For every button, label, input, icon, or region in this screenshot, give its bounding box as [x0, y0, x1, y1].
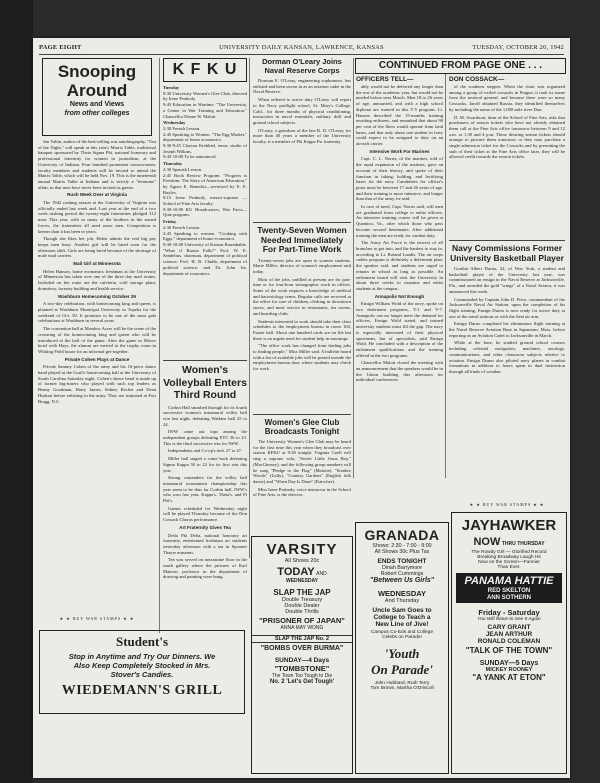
wiedemann-ad-line: Student's	[115, 634, 169, 649]
kfku-day-heading: Wednesday	[163, 120, 186, 126]
women-jobs-paragraph: Twenty-seven jobs are open to women students. Marie Miller, director of women's employment said today.	[253, 257, 351, 274]
kfku-program-item: 9:45 Education in Wartime. "The University, a Center in War Training and Education," Chancellor Deane W. Malott.	[163, 102, 247, 119]
continued-title: CONTINUED FROM PAGE ONE . . .	[378, 60, 543, 71]
granada-line: And Thursday	[384, 598, 420, 604]
varsity-film: "BOMBS OVER BURMA"	[260, 645, 344, 652]
volleyball-paragraph: Independents and Co-op's tied, 27 to 27.	[168, 448, 243, 454]
volleyball-paragraph: Delta Phi Delta, national honorary art fraternity, entertained freshman art students yesterday afternoon with a tea in Spooner Thayer museum.	[163, 532, 247, 555]
jayhawker-line: SUNDAY—5 Days	[479, 660, 539, 667]
officers-subhead: Annapolis Not Enough	[374, 293, 425, 299]
continued-banner	[355, 58, 566, 74]
snooping-heading: Mail Girl at Minnesota	[73, 261, 121, 267]
navy-paragraph: Ensign Durno completed his elimination flight training at the Naval Reserve Aviation Base in Squantum, Mass. before reporting as an Aviation Cadet to Jacksonville in March.	[449, 321, 565, 338]
varsity-line: Double Treasury	[281, 597, 323, 603]
buy-war-stamps: ★ ★ BUY WAR STAMPS ★ ★	[469, 502, 545, 507]
granada-line: WEDNESDAY	[377, 589, 427, 598]
panama-hattie-banner	[456, 573, 562, 603]
jayhawker-line: Breaking Broadway Laugh Hit	[477, 555, 541, 560]
oleary-paragraph: When ordered to active duty O'Leary will report to the Navy preflight school, St. Mary's College, Calif., for three months of physical conditioning, instruction in naval essentials, military drill and ground school subjects.	[253, 97, 351, 125]
kfku-day-heading: Thursday	[163, 161, 183, 167]
varsity-film: "TOMBSTONE"	[274, 664, 330, 673]
snooping-title-1: Snooping	[57, 62, 137, 81]
column-rule	[159, 58, 160, 633]
officers-paragraph: Ensign William Wold of the navy, spoke on two deferment programs, V-1 and V-7. Annapolis can no longer meet the demand for officers, Ensign Wold stated, and trained university students must fill the gap. The navy is especially interested of their physical specimens, but of specialists, said Ensign Wold. He concluded with a description of the enlistment qualifications and the training offered in the two programs.	[356, 301, 443, 358]
granada-film: "Between Us Girls"	[369, 577, 435, 584]
navy-headline: Navy Commissions Former University Basketball Player	[450, 244, 564, 263]
officers-paragraph: Capt. C. L. Norris, of the marines, told of the rapid expansion of the marines, gave an account of their history, and spoke of their function in taking, holding, and fortifying bases for the navy. Candidates for officer's posts must be between 17 and 26 years of age, and their training is more intensive, and longer than that of the army, he said.	[356, 156, 443, 202]
kfku-program-item: 9:30-9:45 Clayton Krehbiel, tenor, studio of Joseph Wilkins.	[163, 143, 247, 154]
kfku-program-item: 2:30 French Lesson.	[163, 224, 201, 230]
section-rule	[449, 240, 565, 241]
snooping-paragraph: Private Sammy Cohen of the army and his 16-piece dance band played at the Grail's homecoming ball at the University of South Carolina Saturday night. Cohen's dance band is made up of former big-timers who played with such top leaders as Benny Goodman, Harry James, Sidney Bechet and Dean Hudson before enlisting in the army. They are stationed at Fort Bragg, N.C.	[38, 364, 156, 404]
varsity-line: AND	[316, 571, 327, 577]
oleary-article	[253, 58, 351, 218]
jayhawker-line: Now on the Screen—Funnier	[478, 560, 540, 565]
jayhawker-star: RONALD COLEMAN	[477, 638, 541, 645]
jayhawker-film: PANAMA HATTIE	[464, 575, 554, 587]
varsity-ad	[251, 536, 353, 774]
navy-paragraph: Commanded by Captain John D. Price, commandant of the Jacksonville Naval Air Station, upon the completion of his flight training, Ensign Durno is now ready for active duty at one of the naval stations or with the fleet air arm.	[449, 296, 565, 319]
snooping-paragraph: A two-day celebration, with homecoming king and queen, is planned at Washburn Municipal University in Topeka for the weekend of Oct. 30. It promises to be one of the most gala celebrations at Washburn in several years.	[38, 301, 156, 324]
kfku-schedule	[163, 85, 247, 276]
granada-line: College to Teach a	[373, 614, 431, 621]
granada-line: Tom Brown, Martha O'Driscoll	[370, 686, 434, 691]
kfku-program-item: 9:30-10:00 University of Kansas Roundtable. "What if Russia Falls?" Prof. W. E. Sandelius, chairman, department of political science; Prof. H. B. Chubb, department of political science; and Dr. John Ise, department of economics.	[163, 241, 247, 276]
column-rule	[445, 58, 446, 478]
volleyball-paragraph: Miller hall staged a come back defeating Sigma Kappa 50 to 22 for its first win this year.	[163, 456, 247, 473]
granada-line: New Line of Jive!	[375, 621, 429, 628]
jayhawker-star: JEAN ARTHUR	[485, 631, 533, 638]
varsity-line: No. 2 'Let's Get Tough'	[269, 679, 335, 685]
women-jobs-headline: Twenty-Seven Women Needed Immediately For Part-Time Work	[257, 226, 347, 254]
oleary-paragraph: Dorman E. O'Leary, engineering sophomore, has enlisted and been sworn in as an aviation cadet in the Naval Reserve.	[253, 78, 351, 95]
scan-border	[0, 0, 33, 783]
section-rule	[253, 222, 351, 223]
snooping-heading: Washburn Homecoming October 29	[58, 293, 136, 299]
kfku-program-item: 9:45-10:00 To be announced.	[163, 154, 217, 160]
snooping-paragraph: Helen Hanson, home economics freshman at the University of Minnesota has taken over one of the three day mail routes. Included on her route are the cafeteria, cold storage plant, dormitory, forestry building and health service.	[38, 268, 156, 291]
wiedemann-ad-line: Also Keep Completely Stocked in Mrs.	[73, 661, 211, 670]
granada-line: ENDS TONIGHT	[377, 558, 427, 565]
volleyball-paragraph: IWW came out tops among the independent groups defeating ETC 36 to 23. This is the third successive win for IWW.	[163, 429, 247, 446]
varsity-film: "PRISONER OF JAPAN"	[259, 616, 345, 625]
volleyball-headline: Women's Volleyball Enters Third Round	[163, 364, 247, 401]
cossack-article	[449, 76, 565, 236]
granada-line: Uncle Sam Goes to	[372, 607, 432, 614]
granada-line: John Hubbard, Ruth Terry	[374, 681, 430, 686]
varsity-line: SUNDAY—4 Days	[274, 657, 330, 664]
women-jobs-paragraph: Most of the jobs, unfilled at present are for part-time or for four-hour stenographic work in offices. Some of the work requires a knowledge of medical and bacteriology terms. Regular calls are received at the office for care of children, clerking in downtown stores, and meal service in restaurants, tea rooms, and boarding clubs.	[253, 276, 351, 316]
jayhawker-line: THRU	[501, 541, 516, 547]
glee-headline: Women's Glee Club Broadcasts Tonight	[264, 418, 340, 436]
granada-line: Shows: 2:30 - 7:00 - 9:00	[372, 543, 432, 549]
varsity-today: TODAY	[277, 566, 315, 578]
kfku-header	[163, 58, 247, 82]
jayhawker-ad	[451, 512, 567, 774]
kfku-program-item: 2:45 Speaking to Women. "The Egg Market," department of home economics.	[163, 131, 247, 143]
volleyball-subhead: Art Fraternity Gives Tea	[179, 524, 231, 530]
snooping-paragraph: The coronation ball at Meadow Acres will be the scene of the crowning of the homecoming king and queen who will be introduced at the half of the game. After the game in Moore bowl with Hays, the alumni are invited to the trophy room in Whiting Field house for an informal get-together.	[38, 326, 156, 354]
column-rule	[249, 58, 250, 558]
kfku-title: K F K U	[172, 61, 238, 78]
wiedemann-name: WIEDEMANN'S GRILL	[61, 683, 223, 698]
varsity-line: SLAP THE JAP	[273, 588, 331, 597]
varsity-line: WEDNESDAY	[285, 578, 319, 584]
varsity-line: ANNA MAY WONG	[280, 625, 324, 631]
page-number: PAGE EIGHT	[39, 44, 82, 51]
granada-ad	[355, 522, 449, 774]
women-jobs-paragraph: "The office work has changed from finding jobs to finding people," Miss Miller said. A bulletin board with a list of available jobs will be posted outside the employment bureau door where students may check for work.	[253, 343, 351, 372]
volleyball-article	[163, 364, 247, 616]
kfku-program-item: 2:45 Book Review Program. "Progress is Freedom: The Story of American Education," by Agnes E. Benedict—reviewed by E. E. Bayles.	[163, 172, 247, 195]
jayhawker-star: CARY GRANT	[487, 624, 531, 631]
jayhawker-name: JAYHAWKER	[461, 517, 557, 534]
kfku-day-heading: Friday	[163, 219, 177, 225]
jayhawker-line: THURSDAY	[517, 541, 545, 547]
kfku-program-item: 2:30 French Lesson.	[163, 125, 201, 131]
wiedemann-ad-line: Stop in Anytime and Try Our Dinners. We	[68, 652, 216, 661]
jayhawker-now: NOW	[473, 536, 501, 548]
jayhawker-line: Than Ever.	[497, 565, 521, 570]
jayhawker-line: The Rowdy Girl — Glorified Record	[471, 550, 547, 555]
officers-paragraph: In case of need, Capt. Norris said, will men are graduated from college to enlist officers. An intensive training course will be given at Quantico, Va., after which those who pass become second lieutenants. After additional training the men are ready for combat duty.	[356, 204, 443, 238]
jayhawker-line: Friday - Saturday	[478, 608, 540, 617]
women-jobs-paragraph: Students interested in work should take their class schedules to the employment bureau in room 104, Frazer hall. About one hundred cards are on file but there is an urgent need for student help in mornings.	[253, 318, 351, 341]
navy-paragraph: Gordon Albert Durno, 22, of New York, a student and basketball player of the University last year, was commissioned an ensign in the Naval Reserve at Jacksonville, Fla., and awarded the gold "wings" of a Naval Aviator, it was announced this week.	[449, 266, 565, 294]
volleyball-paragraph: Games scheduled for Wednesday night will be played Thursday because of the Don Cossack Chorus performance.	[163, 505, 247, 523]
cossack-headline: DON COSSACK—	[449, 76, 505, 83]
glee-paragraph: The University Women's Glee Club may be heard for the first time this year when they broadcast over station KFKU at 9:30 tonight. Virginia Goell will sing a soprano solo, "Sweet Little Jesus Boy," (MacGimsey), and the following group numbers will be sung "Pledge to the Flag" (Malotte), "Sombre Woods" (Lully), "Country Gardens" (English folk dance) and "When Day Is Done" (Katscher).	[253, 439, 351, 484]
kfku-program-item: 9:30-10:00 KU Broadcasters, War Facts—Quiz program.	[163, 206, 247, 218]
varsity-line: Double Dealer	[284, 603, 320, 609]
women-jobs-article	[253, 226, 351, 411]
snooping-column	[38, 58, 156, 618]
kfku-day-heading: Tuesday	[163, 85, 180, 90]
snooping-paragraph: Though she likes her job, Helen admits the real big pay keeps men busy. Another girl will be hired soon for the afternoon shift. Girls are being hired because of the shortage of male mail carriers.	[38, 236, 156, 259]
jayhawker-film: "TALK OF THE TOWN"	[465, 646, 553, 655]
varsity-line: SLAP THE JAP No. 2	[252, 635, 352, 643]
officers-paragraph: ably would not be deferred any longer than the rest of the academic year, but would not be needed before next March. Men 18 to 26 years of age, unmarried, and with a high school diploma are wanted in this V-5 program. Lt. Hansen described the 15-months training awaiting enlistees, and remarked that about 90 per cent of the fliers would operate from land bases, and that only about one student in forty could expect to be assigned to duty on an aircraft carrier.	[356, 84, 443, 147]
wiedemann-ad	[39, 630, 245, 714]
granada-line: Celebs on Parade!	[382, 635, 422, 640]
officers-subhead: Intensive Work For Marines	[369, 148, 430, 154]
officers-article	[356, 76, 443, 516]
varsity-line: All Shows 20c	[284, 558, 320, 564]
snooping-sub-1: News and Views	[69, 101, 125, 108]
cossack-paragraph: of the southern steppes. When the choir was organized among a group of exiled cossacks in Prague, it took its name from the musical general, and because there were so many Cossacks, Jaroff obtained Russia, they identified themselves by including the name of the 1,000 mile river Don.	[449, 84, 565, 112]
volleyball-paragraph: Tea was served on mezzanine floor in the south gallery where the pictures of Karl Mattern, professor in the department of drawing and painting were hung.	[163, 557, 247, 580]
section-rule	[253, 414, 351, 415]
jayhawker-star: RED SKELTON	[487, 588, 531, 594]
volleyball-paragraph: Corbin Hall smashed through for its fourth successive women's intramural volley ball win last night, defeating Watkins hall 25 to 24.	[163, 404, 247, 427]
oleary-paragraph: O'Leary, a grandson of the late R. D. O'Leary, for more than 40 years a member of the University faculty, is a member of Phi Kappa Psi fraternity.	[253, 127, 351, 145]
snooping-body: Jan Valtin, author of the best-selling war autobiography, "Out of the Night," will speak at this year's Matrix Table, traditional banquet sponsored by Theta Sigma Phi, national honorary and professional fraternity for women in journalism, at the University of Indiana. Four hundred prominent townswomen, faculty members and students will be invited to attend the Matrix Table, which will be held Nov. 19. This is the nineteenth annual Matrix Table at Indiana and is strictly a "feminine" affair, in that men have never been invited as guests.	[38, 139, 156, 190]
officers-paragraph: Chancellor Malott closed the meeting with an announcement that the speakers would be in the Union building this afternoon for individual conferences.	[356, 360, 443, 383]
jayhawker-star: MICKEY ROONEY	[485, 667, 533, 673]
kfku-program-item: 2:45 Speaking to women. "Cooking with Eggs," department of home economics.	[163, 230, 247, 242]
snooping-paragraph: The 1942 rushing season at the University of Virginia was officially ended last week and. Last year at the end of a two week rushing period the twenty-eight fraternities pledged 312 men. This year, with so many of the brothers in the armed forces, the fraternities all need more men. Competition is keener than it has been in years.	[38, 200, 156, 234]
newspaper-page	[33, 38, 570, 778]
section-rule	[163, 360, 247, 361]
granada-film: 'Youth	[384, 646, 420, 661]
oleary-headline: Dorman O'Leary Joins Naval Reserve Corps	[262, 58, 342, 75]
jayhawker-star: ANN SOTHERN	[486, 595, 531, 601]
granada-line: All Shows 30c Plus Tax	[374, 549, 430, 555]
kfku-program-item: 9:15 Irene Peabody, mezzo-soprano —School of Fine Arts faculty.	[163, 195, 247, 207]
glee-article	[253, 418, 351, 533]
paper-date: TUESDAY, OCTOBER 20, 1942	[472, 44, 564, 51]
snooping-logo	[42, 58, 152, 136]
jayhawker-line: You Will Wave to See It Again	[477, 617, 541, 622]
masthead	[39, 42, 564, 55]
kfku-column	[163, 58, 247, 368]
glee-paragraph: Miss Irene Peabody, voice instructor in the School of Fine Arts, is the director.	[253, 486, 351, 498]
officers-paragraph: The Army Air Force is the newest of all branches to get into, and the hardest to stay in, according to Lt. Roland Landis. The air corps cadets program is definitely a deferment plan, the speaker said, and students are urged to remain in school as long as possible. An enlistment board will visit the University in about three weeks to examine and enlist students at the campus.	[356, 240, 443, 291]
snooping-heading: Rush Week Over at Virginia	[67, 192, 127, 198]
officers-headline: OFFICERS TELL—	[356, 76, 414, 83]
varsity-line: Double Thrills	[285, 609, 319, 615]
granada-line: Robert Cummings	[380, 571, 424, 577]
granada-film: On Parade'	[371, 662, 433, 677]
varsity-name: VARSITY	[266, 541, 338, 558]
snooping-title-2: Around	[66, 81, 128, 100]
granada-name: GRANADA	[364, 527, 440, 543]
buy-war-stamps: ★ ★ BUY WAR STAMPS ★ ★	[59, 616, 135, 621]
kfku-program-item: 9:30 University Women's Glee Club, directed by Irene Peabody.	[163, 90, 247, 102]
granada-line: Campus Co-Eds and College	[370, 630, 434, 635]
jayhawker-film: "A YANK AT ETON"	[472, 673, 546, 682]
column-rule	[353, 58, 354, 478]
varsity-line: The Town Too Tough to Die	[271, 673, 333, 679]
snooping-sub-2: from other colleges	[64, 110, 130, 117]
volleyball-paragraph: Strong contenders for the volley ball intramural tournament championship this year seem to be thus far Corbin hall, IWW's who won last year, Kappa's, Theta's, and Pi Phi's.	[163, 475, 247, 504]
snooping-heading: Private Cohen Plays at Dance	[64, 356, 130, 362]
kfku-program-item: 2:30 Spanish Lesson.	[163, 166, 203, 172]
granada-line: Dinah Barrymore	[381, 565, 423, 571]
navy-paragraph: While at the base, he studied ground school courses including celestial navigation, machines, aerology, communications, and other classroom subjects relative to aviation. Ensign Durno also piloted navy planes in combat formations in addition to hours spent in dual instruction through all kinds of weather.	[449, 340, 565, 374]
paper-title: UNIVERSITY DAILY KANSAN, LAWRENCE, KANSAS	[219, 44, 384, 51]
navy-article	[449, 244, 565, 499]
cossack-paragraph: D. M. Swarthout, dean of the School of Fine Arts, asks that purchasers of season tickets who have not already obtained them call at the Fine Arts office tomorrow between 9 and 12 a.m. or 1:30 and 4 p.m. Those desiring season tickets should arrange to procure them tomorrow or they may purchase a single admission ticket for the Cossacks and by presenting the stub of their ticket at the Fine Arts office later, they will be allowed credit towards the season tickets.	[449, 114, 565, 160]
wiedemann-ad-line: Stover's Candies.	[110, 670, 174, 679]
